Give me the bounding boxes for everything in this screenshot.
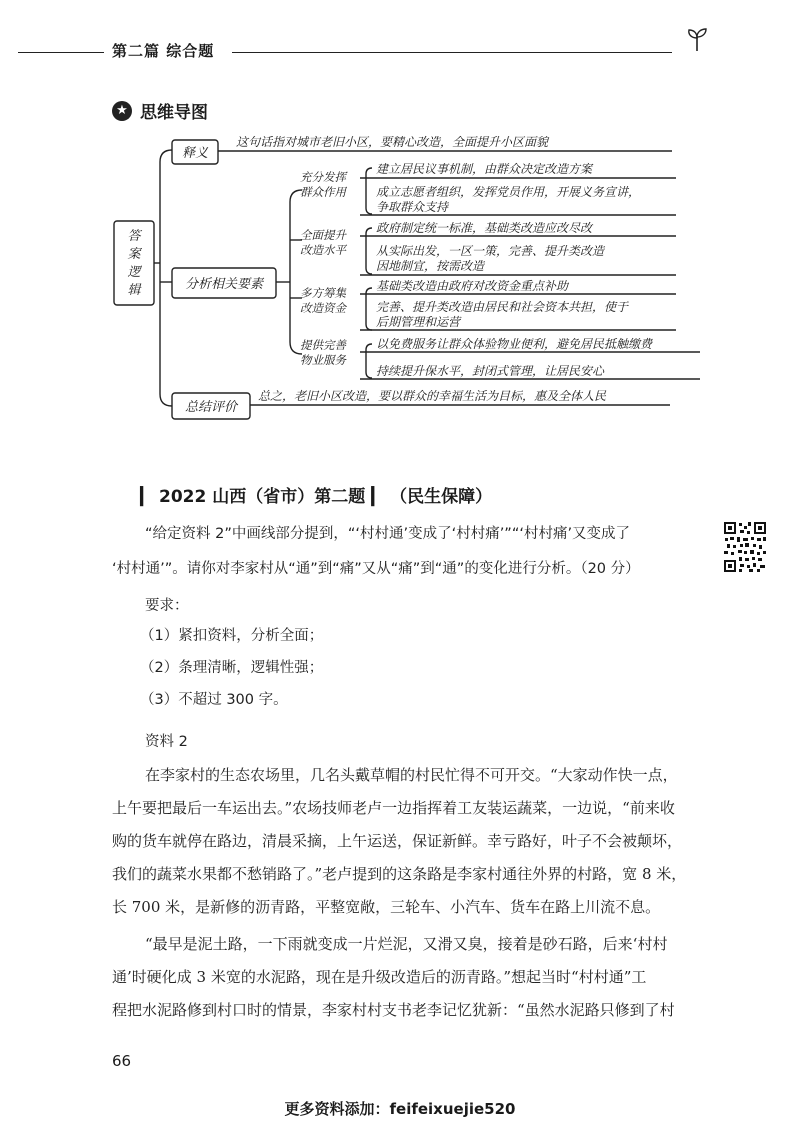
title-bar-right: ▎ xyxy=(371,487,385,507)
mindmap-sub-1-item-2-line1: 成立志愿者组织，发挥党员作用，开展义务宣讲， xyxy=(376,185,641,199)
mindmap-sub-2-item-2-line2: 因地制宜，按需改造 xyxy=(376,259,485,273)
requirement-3: （3）不超过 300 字。 xyxy=(140,692,288,708)
mindmap-sub-1-label-line1: 充分发挥 xyxy=(300,170,346,184)
mindmap-sub-4-label-line1: 提供完善 xyxy=(300,338,346,352)
mindmap-sub-1-label-line2: 群众作用 xyxy=(300,185,346,199)
question-prompt-line-2: ‘村村通’”。请你对李家村从“通”到“痛”又从“痛”到“通”的变化进行分析。（20 分） xyxy=(112,561,640,577)
requirements-label: 要求： xyxy=(145,598,189,614)
mindmap-root-char-4: 辑 xyxy=(127,283,141,298)
mindmap-branch-3-text: 总之，老旧小区改造，要以群众的幸福生活为目标，惠及全体人民 xyxy=(258,389,607,403)
mindmap-sub-1-item-2-line2: 争取群众支持 xyxy=(376,200,449,214)
requirement-2: （2）条理清晰，逻辑性强； xyxy=(140,660,324,676)
mindmap-sub-1-item-1: 建立居民议事机制，由群众决定改造方案 xyxy=(376,162,593,176)
title-bar-left: ▎ xyxy=(140,487,154,507)
mindmap-root-char-1: 答 xyxy=(127,229,141,244)
star-icon: ★ xyxy=(112,101,132,121)
mindmap-sub-4-label-line2: 物业服务 xyxy=(300,353,346,367)
mindmap-sub-3-item-2-line1: 完善、提升类改造由居民和社会资本共担，使于 xyxy=(376,300,629,314)
question-title-text: 2022 山西（省市）第二题 xyxy=(159,487,366,507)
mindmap-sub-3-item-1: 基础类改造由政府对改资金重点补助 xyxy=(376,279,569,293)
mindmap xyxy=(0,0,800,440)
question-tag: （民生保障） xyxy=(390,487,493,507)
mindmap-root-char-3: 逻 xyxy=(127,265,141,280)
footer-note: 更多资料添加：feifeixuejie520 xyxy=(284,1100,516,1118)
mindmap-sub-3-item-2-line2: 后期管理和运营 xyxy=(376,315,461,329)
mindmap-sub-3-label-line2: 改造资金 xyxy=(300,301,346,315)
mindmap-branch-1-text: 这句话指对城市老旧小区，要精心改造，全面提升小区面貌 xyxy=(236,135,549,149)
material-line-2: 上午要把最后一车运出去。”农场技师老卢一边指挥着工友装运蔬菜，一边说，“前来收 xyxy=(112,799,675,817)
material-line-5: 长 700 米，是新修的沥青路，平整宽敞，三轮车、小汽车、货车在路上川流不息。 xyxy=(112,898,661,916)
mindmap-heading-text: 思维导图 xyxy=(140,103,208,123)
mindmap-sub-2-item-1: 政府制定统一标准，基础类改造应改尽改 xyxy=(376,221,593,235)
mindmap-sub-2-label-line1: 全面提升 xyxy=(300,228,346,242)
mindmap-branch-3-label: 总结评价 xyxy=(184,400,238,415)
material-line-6: “最早是泥土路，一下雨就变成一片烂泥，又滑又臭，接着是砂石路，后来‘村村 xyxy=(145,935,668,953)
page-number: 66 xyxy=(112,1052,132,1070)
material-line-7: 通’时硬化成 3 米宽的水泥路，现在是升级改造后的沥青路。”想起当时“村村通”工 xyxy=(112,968,647,986)
mindmap-root-char-2: 案 xyxy=(127,247,141,262)
requirement-1: （1）紧扣资料，分析全面； xyxy=(140,628,324,644)
mindmap-sub-2-label-line2: 改造水平 xyxy=(300,243,346,257)
qr-code-icon[interactable] xyxy=(723,521,767,573)
question-prompt-line-1: “给定资料 2”中画线部分提到，“‘村村通’变成了‘村村痛’”“‘村村痛’又变成了 xyxy=(145,526,631,542)
material-line-4: 我们的蔬菜水果都不愁销路了。”老卢提到的这条路是李家村通往外界的村路，宽 8 米， xyxy=(112,865,687,883)
material-label: 资料 2 xyxy=(145,734,188,750)
material-line-8: 程把水泥路修到村口时的情景，李家村村支书老李记忆犹新：“虽然水泥路只修到了村 xyxy=(112,1001,675,1019)
question-title xyxy=(140,482,492,507)
section-title: 第二篇 综合题 xyxy=(112,42,215,60)
material-line-1: 在李家村的生态农场里，几名头戴草帽的村民忙得不可开交。“大家动作快一点， xyxy=(145,766,678,784)
mindmap-sub-4-item-1: 以免费服务让群众体验物业便利，避免居民抵触缴费 xyxy=(376,337,653,351)
mindmap-branch-1-label: 释义 xyxy=(181,146,209,161)
mindmap-branch-2-label: 分析相关要素 xyxy=(184,277,264,292)
mindmap-sub-4-item-2: 持续提升保水平，封闭式管理，让居民安心 xyxy=(376,364,605,378)
mindmap-sub-3-label-line1: 多方筹集 xyxy=(300,286,346,300)
material-line-3: 购的货车就停在路边，清晨采摘，上午运送，保证新鲜。幸亏路好，叶子不会被颠坏， xyxy=(112,832,683,850)
mindmap-sub-2-item-2-line1: 从实际出发，一区一策，完善、提升类改造 xyxy=(376,244,605,258)
